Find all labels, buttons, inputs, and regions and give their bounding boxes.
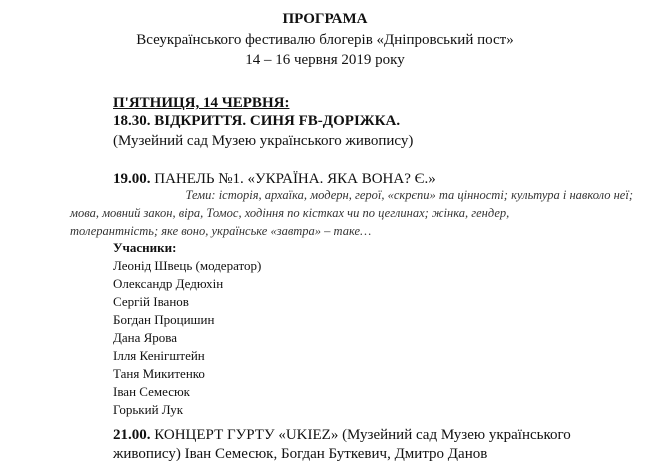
event-opening-title: 18.30. ВІДКРИТТЯ. СИНЯ FB-ДОРІЖКА. [113,113,401,129]
event-concert-title [113,428,571,443]
event-panel-title [113,172,436,187]
event-panel-title-text: ПАНЕЛЬ №1. «УКРАЇНА. ЯКА ВОНА? Є.» [150,171,436,187]
program-title: ПРОГРАМА [282,11,368,27]
participant-item: Леонід Швець (модератор) [113,258,262,273]
event-panel-themes-line-1: Теми: історія, архаїка, модерн, герої, «скрєпи» та цінності; культура і навколо неї; [185,188,633,202]
event-concert-title-text: КОНЦЕРТ ГУРТУ «UKIEZ» (Музейний сад Музею українського [150,427,571,443]
event-panel-time: 19.00. [113,171,151,187]
participants-label: Учасники: [113,240,177,255]
participant-item: Сергій Іванов [113,294,189,309]
event-concert-performers: живопису) Іван Семесюк, Богдан Буткевич, Дмитро Данов [113,446,488,462]
event-panel-themes-line-2: мова, мовний закон, віра, Томос, ходіння по кістках чи по цеглинах; жінка, гендер, [70,206,510,220]
day-heading: П'ЯТНИЦЯ, 14 ЧЕРВНЯ: [113,95,290,111]
participant-item: Горький Лук [113,402,184,417]
participant-item: Таня Микитенко [113,366,205,381]
event-opening-location: (Музейний сад Музею українського живопису) [113,133,414,149]
participant-item: Іван Семесюк [113,384,190,399]
event-concert-time: 21.00. [113,427,151,443]
festival-subtitle: Всеукраїнського фестивалю блогерів «Дніпровський пост» [136,32,514,48]
participant-item: Дана Ярова [113,330,178,345]
participant-item: Олександр Дедюхін [113,276,224,291]
participant-item: Богдан Процишин [113,312,215,327]
festival-dates: 14 – 16 червня 2019 року [245,52,405,68]
event-panel-themes-line-3: толерантність; яке воно, українське «завтра» – таке… [70,224,372,238]
participant-item: Ілля Кенігштейн [113,348,205,363]
